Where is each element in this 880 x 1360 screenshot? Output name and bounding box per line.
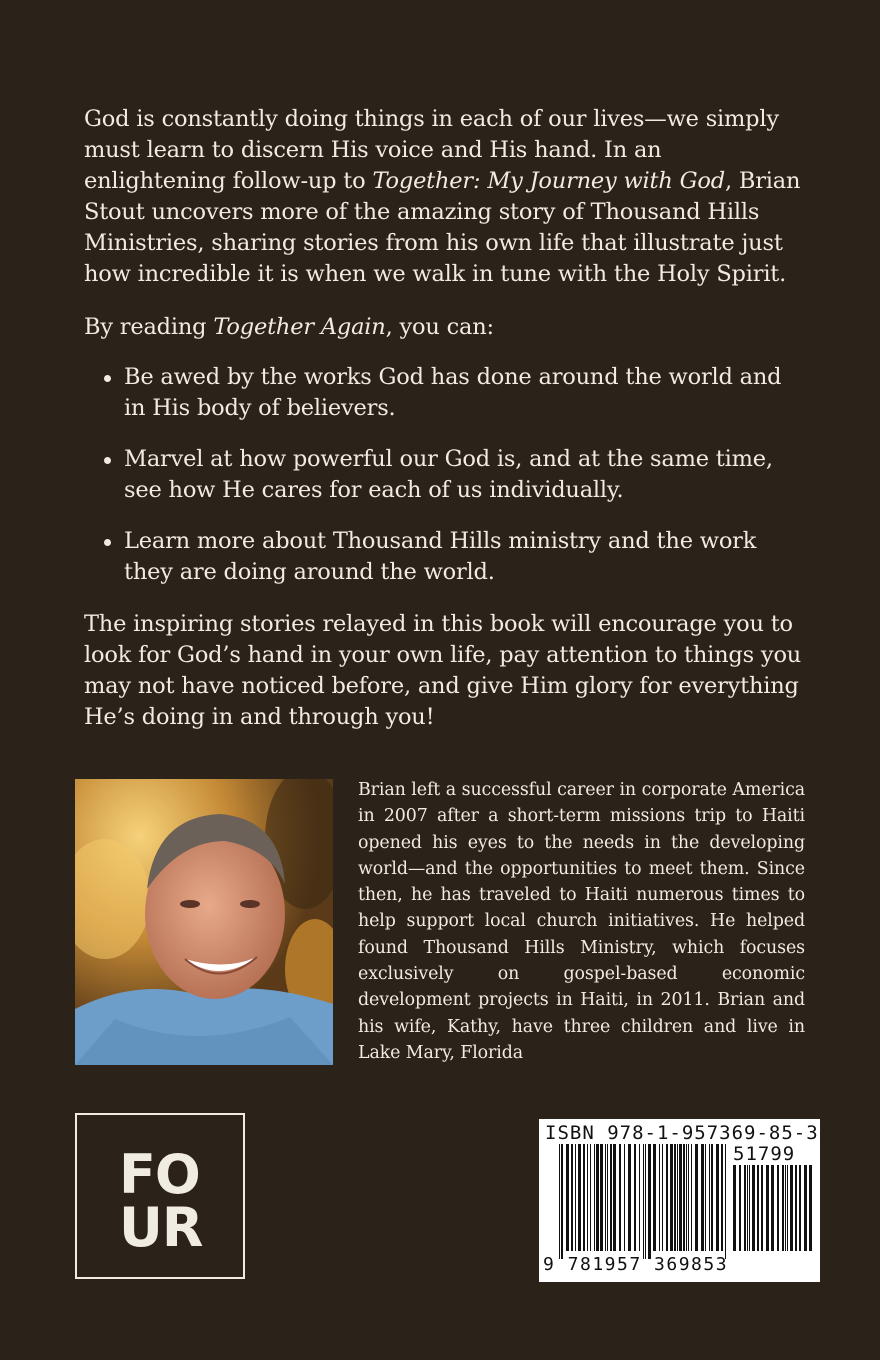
barcode-bar	[711, 1144, 713, 1251]
barcode-bar	[691, 1144, 692, 1251]
barcode-bar	[688, 1144, 689, 1251]
barcode-bar	[701, 1144, 704, 1251]
book-title-reference: Together: My Journey with God	[372, 168, 725, 194]
author-portrait-image	[75, 779, 333, 1065]
publisher-logo	[75, 1113, 245, 1279]
barcode-bar	[566, 1144, 569, 1251]
addon-barcode-bars	[733, 1165, 813, 1259]
barcode-bar	[600, 1144, 603, 1251]
list-item	[102, 362, 808, 424]
barcode-bar	[677, 1144, 678, 1251]
barcode-bar	[744, 1165, 746, 1251]
price-code: 51799	[733, 1143, 796, 1165]
barcode-bar	[686, 1144, 687, 1251]
barcode-bar	[653, 1144, 656, 1251]
barcode-bar	[716, 1144, 719, 1251]
barcode-bar	[610, 1144, 612, 1251]
ean-barcode-bars	[559, 1144, 731, 1259]
barcode-bar	[596, 1144, 599, 1251]
publisher-logo-line-1: FO	[119, 1143, 200, 1206]
barcode-bar	[662, 1144, 663, 1251]
barcode-bar	[771, 1165, 774, 1251]
barcode-bar	[683, 1144, 685, 1251]
barcode-bar	[795, 1165, 797, 1251]
barcode-bar	[782, 1165, 784, 1251]
description-text: God is constantly doing things in each of our lives—we simply must learn to discern His voice and His hand. In an enlightening follow-up to	[84, 106, 779, 194]
barcode-bar	[733, 1165, 736, 1251]
barcode-bar	[587, 1144, 588, 1251]
barcode-bar	[785, 1165, 786, 1251]
author-bio: Brian left a successful career in corporate America in 2007 after a short-term missions trip to Haiti opened his eyes to the needs in the developing world—and the opportunities to meet them. Since then, he has traveled to Haiti numerous times to help support local church initiatives. He helped found Thousand Hills Ministry, which focuses exclusively on gospel-based economic development projects in Haiti, in 2011. Brian and his wife, Kathy, have three children and live in Lake Mary, Florida	[358, 780, 805, 1063]
barcode-bar	[590, 1144, 591, 1251]
barcode-bar	[571, 1144, 573, 1251]
barcode-bar	[578, 1144, 581, 1251]
ean-digits: 9 781957 369853	[543, 1254, 729, 1275]
barcode-bar	[725, 1144, 726, 1259]
barcode-bar	[695, 1144, 698, 1251]
barcode-bar	[752, 1165, 755, 1251]
isbn-barcode	[539, 1119, 820, 1282]
barcode-bar	[583, 1144, 585, 1251]
description-paragraph-2	[84, 312, 808, 343]
barcode-bar	[619, 1144, 621, 1251]
bullet-icon	[104, 457, 111, 464]
description-text: , you can:	[385, 314, 494, 340]
description-text: , Brian Stout uncovers more of the amazing story of Thousand Hills Ministries, sharing stories from his own life that illustrate just how incredible it is when we walk in tune with the Holy Spirit.	[84, 168, 801, 287]
barcode-bar	[594, 1144, 595, 1251]
barcode-bar	[659, 1144, 660, 1251]
barcode-bar	[607, 1144, 608, 1251]
barcode-bar	[739, 1165, 741, 1251]
barcode-bar	[809, 1165, 812, 1251]
barcode-bar	[575, 1144, 576, 1251]
barcode-bar	[749, 1165, 750, 1251]
list-item-text: Marvel at how powerful our God is, and at the same time, see how He cares for each of us individually.	[124, 446, 773, 503]
barcode-bar	[561, 1144, 563, 1259]
barcode-bar	[639, 1144, 640, 1251]
publisher-logo-line-2: UR	[119, 1196, 203, 1259]
barcode-bar	[624, 1144, 625, 1251]
barcode-bar	[804, 1165, 807, 1251]
barcode-bar	[709, 1144, 710, 1251]
description-paragraph-3: The inspiring stories relayed in this book will encourage you to look for God’s hand in your own life, pay attention to things you may not have noticed before, and give Him glory for everything He’s doing in and through you!	[84, 611, 802, 730]
bullet-icon	[104, 375, 111, 382]
barcode-bar	[766, 1165, 769, 1251]
barcode-bar	[674, 1144, 676, 1251]
barcode-bar	[559, 1144, 560, 1259]
list-item-text: Be awed by the works God has done around the world and in His body of believers.	[124, 364, 782, 421]
barcode-bar	[761, 1165, 763, 1251]
benefits-list	[102, 362, 808, 608]
isbn-label: ISBN 978-1-957369-85-3	[545, 1122, 819, 1144]
barcode-bar	[613, 1144, 616, 1251]
barcode-bar	[628, 1144, 631, 1251]
barcode-bar	[670, 1144, 673, 1251]
barcode-bar	[790, 1165, 793, 1251]
barcode-bar	[645, 1144, 646, 1259]
description-text: By reading	[84, 314, 214, 340]
bullet-icon	[104, 539, 111, 546]
barcode-bar	[648, 1144, 651, 1259]
description-paragraph-1	[84, 104, 808, 290]
barcode-bar	[777, 1165, 779, 1251]
barcode-bar	[787, 1165, 788, 1251]
barcode-bar	[747, 1165, 748, 1251]
author-photo	[75, 779, 333, 1065]
barcode-bar	[666, 1144, 668, 1251]
barcode-bar	[679, 1144, 682, 1251]
barcode-bar	[757, 1165, 759, 1251]
list-item	[102, 526, 808, 588]
barcode-bar	[721, 1144, 723, 1251]
barcode-bar	[605, 1144, 606, 1251]
barcode-bar	[643, 1144, 644, 1259]
list-item-text: Learn more about Thousand Hills ministry and the work they are doing around the world.	[124, 528, 757, 585]
barcode-bar	[799, 1165, 801, 1251]
barcode-bar	[705, 1144, 706, 1251]
book-title-reference: Together Again	[213, 314, 386, 340]
barcode-bar	[634, 1144, 636, 1251]
list-item	[102, 444, 808, 506]
